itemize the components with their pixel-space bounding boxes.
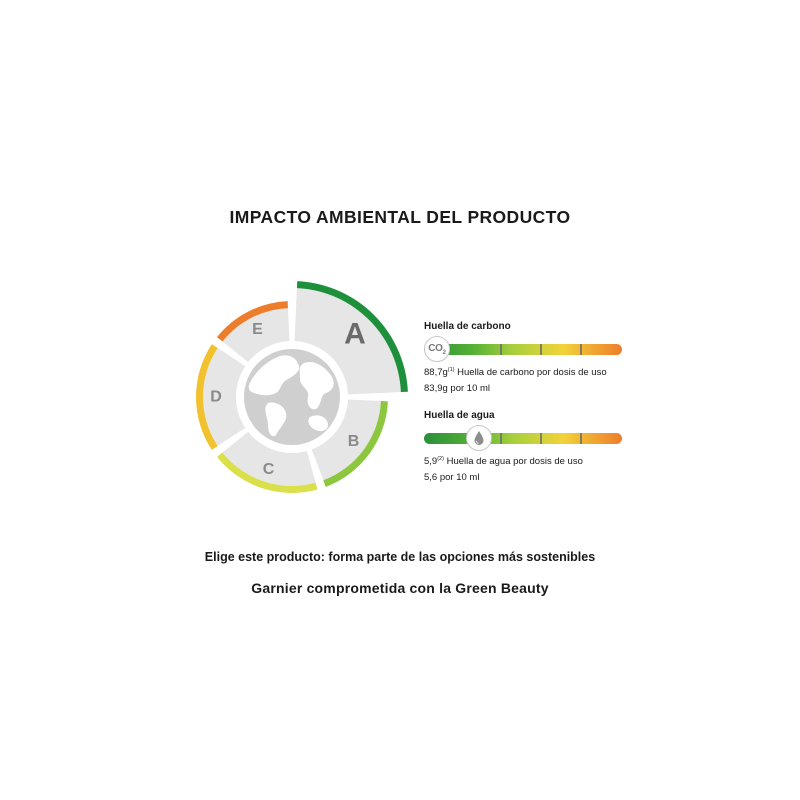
- water-drop-icon: [466, 425, 492, 451]
- water-scale-bar: [424, 433, 622, 444]
- water-description: Huella de agua por dosis de uso: [443, 456, 583, 467]
- water-value: 5,9: [424, 456, 438, 467]
- water-per-10ml: 5,6 por 10 ml: [424, 472, 480, 483]
- grade-letter-d: D: [210, 388, 222, 406]
- water-scale: [424, 425, 624, 451]
- carbon-scale-bar: [424, 344, 622, 355]
- globe-icon: [244, 349, 340, 445]
- grade-letter-e: E: [252, 320, 263, 338]
- carbon-note: (1): [447, 366, 455, 373]
- carbon-footprint-label: Huella de carbono: [424, 321, 511, 332]
- water-footprint: [424, 410, 664, 483]
- grade-letter-c: C: [262, 460, 275, 478]
- water-note: (2): [437, 455, 444, 462]
- water-dose-line: [424, 456, 664, 467]
- grade-letter-a: A: [344, 317, 366, 351]
- carbon-per-10ml: 83,9g por 10 ml: [424, 383, 491, 394]
- co2-icon: [424, 336, 450, 362]
- co2-text: CO: [428, 342, 443, 354]
- carbon-footprint: [424, 321, 664, 394]
- tagline-green-beauty: Garnier comprometida con la Green Beauty: [251, 580, 549, 596]
- scale-tick: [580, 433, 582, 444]
- tagline-sustainable: Elige este producto: forma parte de las opciones más sostenibles: [204, 550, 596, 564]
- carbon-scale: [424, 336, 624, 362]
- scale-tick: [580, 344, 582, 355]
- water-footprint-label: Huella de agua: [424, 410, 495, 421]
- co2-subscript: 2: [442, 349, 446, 356]
- scale-tick: [500, 344, 502, 355]
- environmental-rating-wheel: [170, 275, 410, 505]
- scale-tick: [540, 433, 542, 444]
- carbon-value: 88,7g: [424, 367, 448, 378]
- scale-tick: [540, 344, 542, 355]
- scale-tick: [500, 433, 502, 444]
- page-title: IMPACTO AMBIENTAL DEL PRODUCTO: [229, 207, 571, 227]
- carbon-dose-line: [424, 367, 664, 378]
- carbon-description: Huella de carbono por dosis de uso: [454, 367, 607, 378]
- grade-letter-b: B: [347, 433, 360, 451]
